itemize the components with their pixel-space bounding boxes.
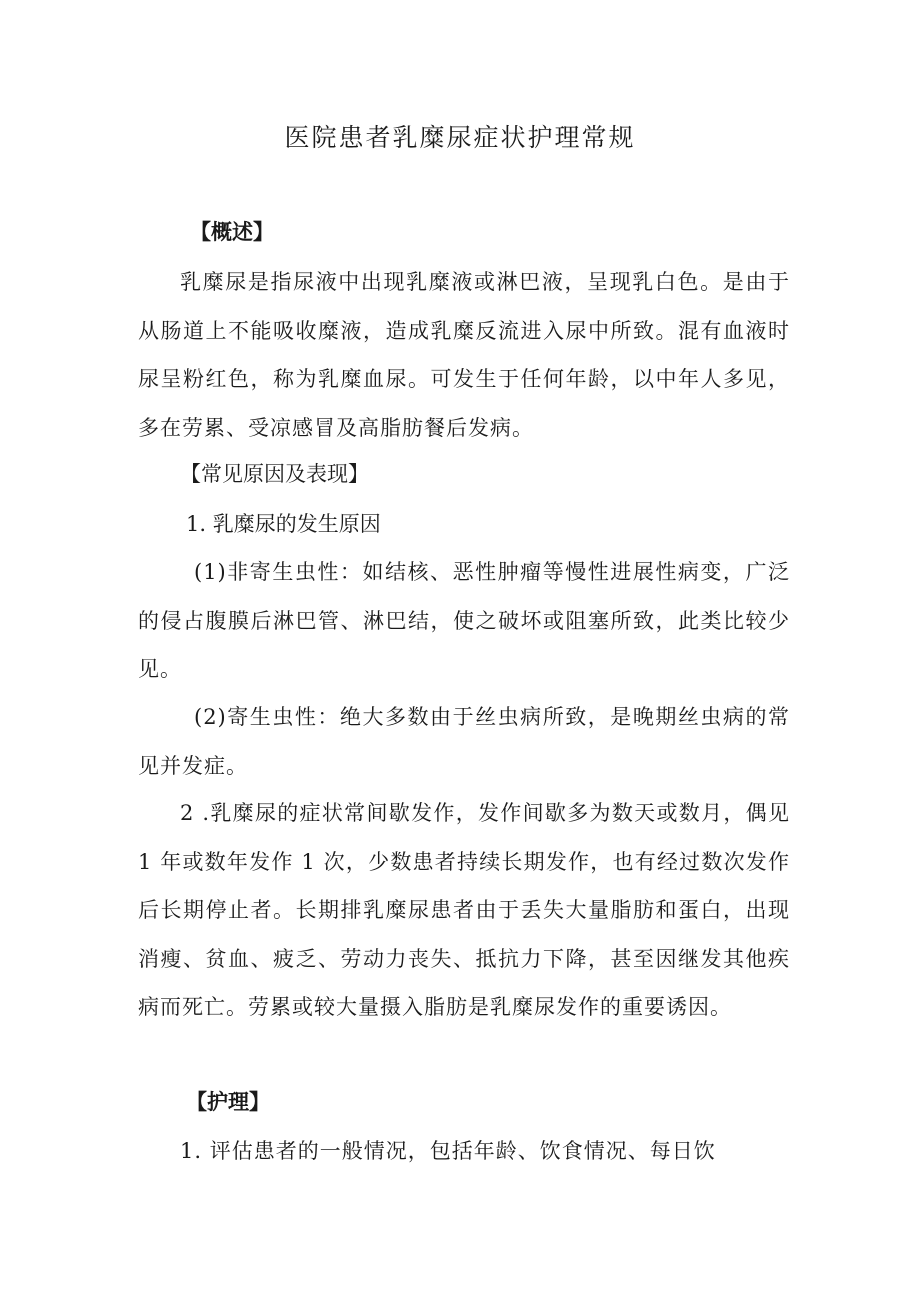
nursing-item-1: 1. 评估患者的一般情况，包括年龄、饮食情况、每日饮: [180, 1139, 716, 1163]
causes-item-2: 2 .乳糜尿的症状常间歇发作，发作间歇多为数天或数月，偶见 1 年或数年发作 1 次，少数患者持续长期发作，也有经过数次发作后长期停止者。长期排乳糜尿患者由于丢失大量脂肪和蛋白，出现消瘦、贫血、疲乏、劳动力丧失、抵抗力下降，甚至因继发其他疾病而死亡。劳累或较大量摄入脂肪是乳糜尿发作的重要诱因。: [138, 801, 790, 1019]
causes-item-1-title: 1. 乳糜尿的发生原因: [186, 512, 381, 536]
overview-heading: 【概述】: [190, 219, 274, 244]
causes-heading: 【常见原因及表现】: [180, 462, 369, 486]
document-title: 医院患者乳糜尿症状护理常规: [284, 123, 636, 152]
causes-item-1-sub-2: (2)寄生虫性：绝大多数由于丝虫病所致，是晚期丝虫病的常见并发症。: [138, 705, 790, 778]
nursing-heading: 【护理】: [186, 1089, 270, 1114]
causes-item-1-sub-1: (1)非寄生虫性：如结核、恶性肿瘤等慢性进展性病变，广泛的侵占腹膜后淋巴管、淋巴结，使之破坏或阻塞所致，此类比较少见。: [138, 560, 790, 681]
overview-paragraph: 乳糜尿是指尿液中出现乳糜液或淋巴液，呈现乳白色。是由于从肠道上不能吸收糜液，造成乳糜反流进入尿中所致。混有血液时尿呈粉红色，称为乳糜血尿。可发生于任何年龄，以中年人多见，多在劳累、受凉感冒及高脂肪餐后发病。: [138, 270, 790, 440]
